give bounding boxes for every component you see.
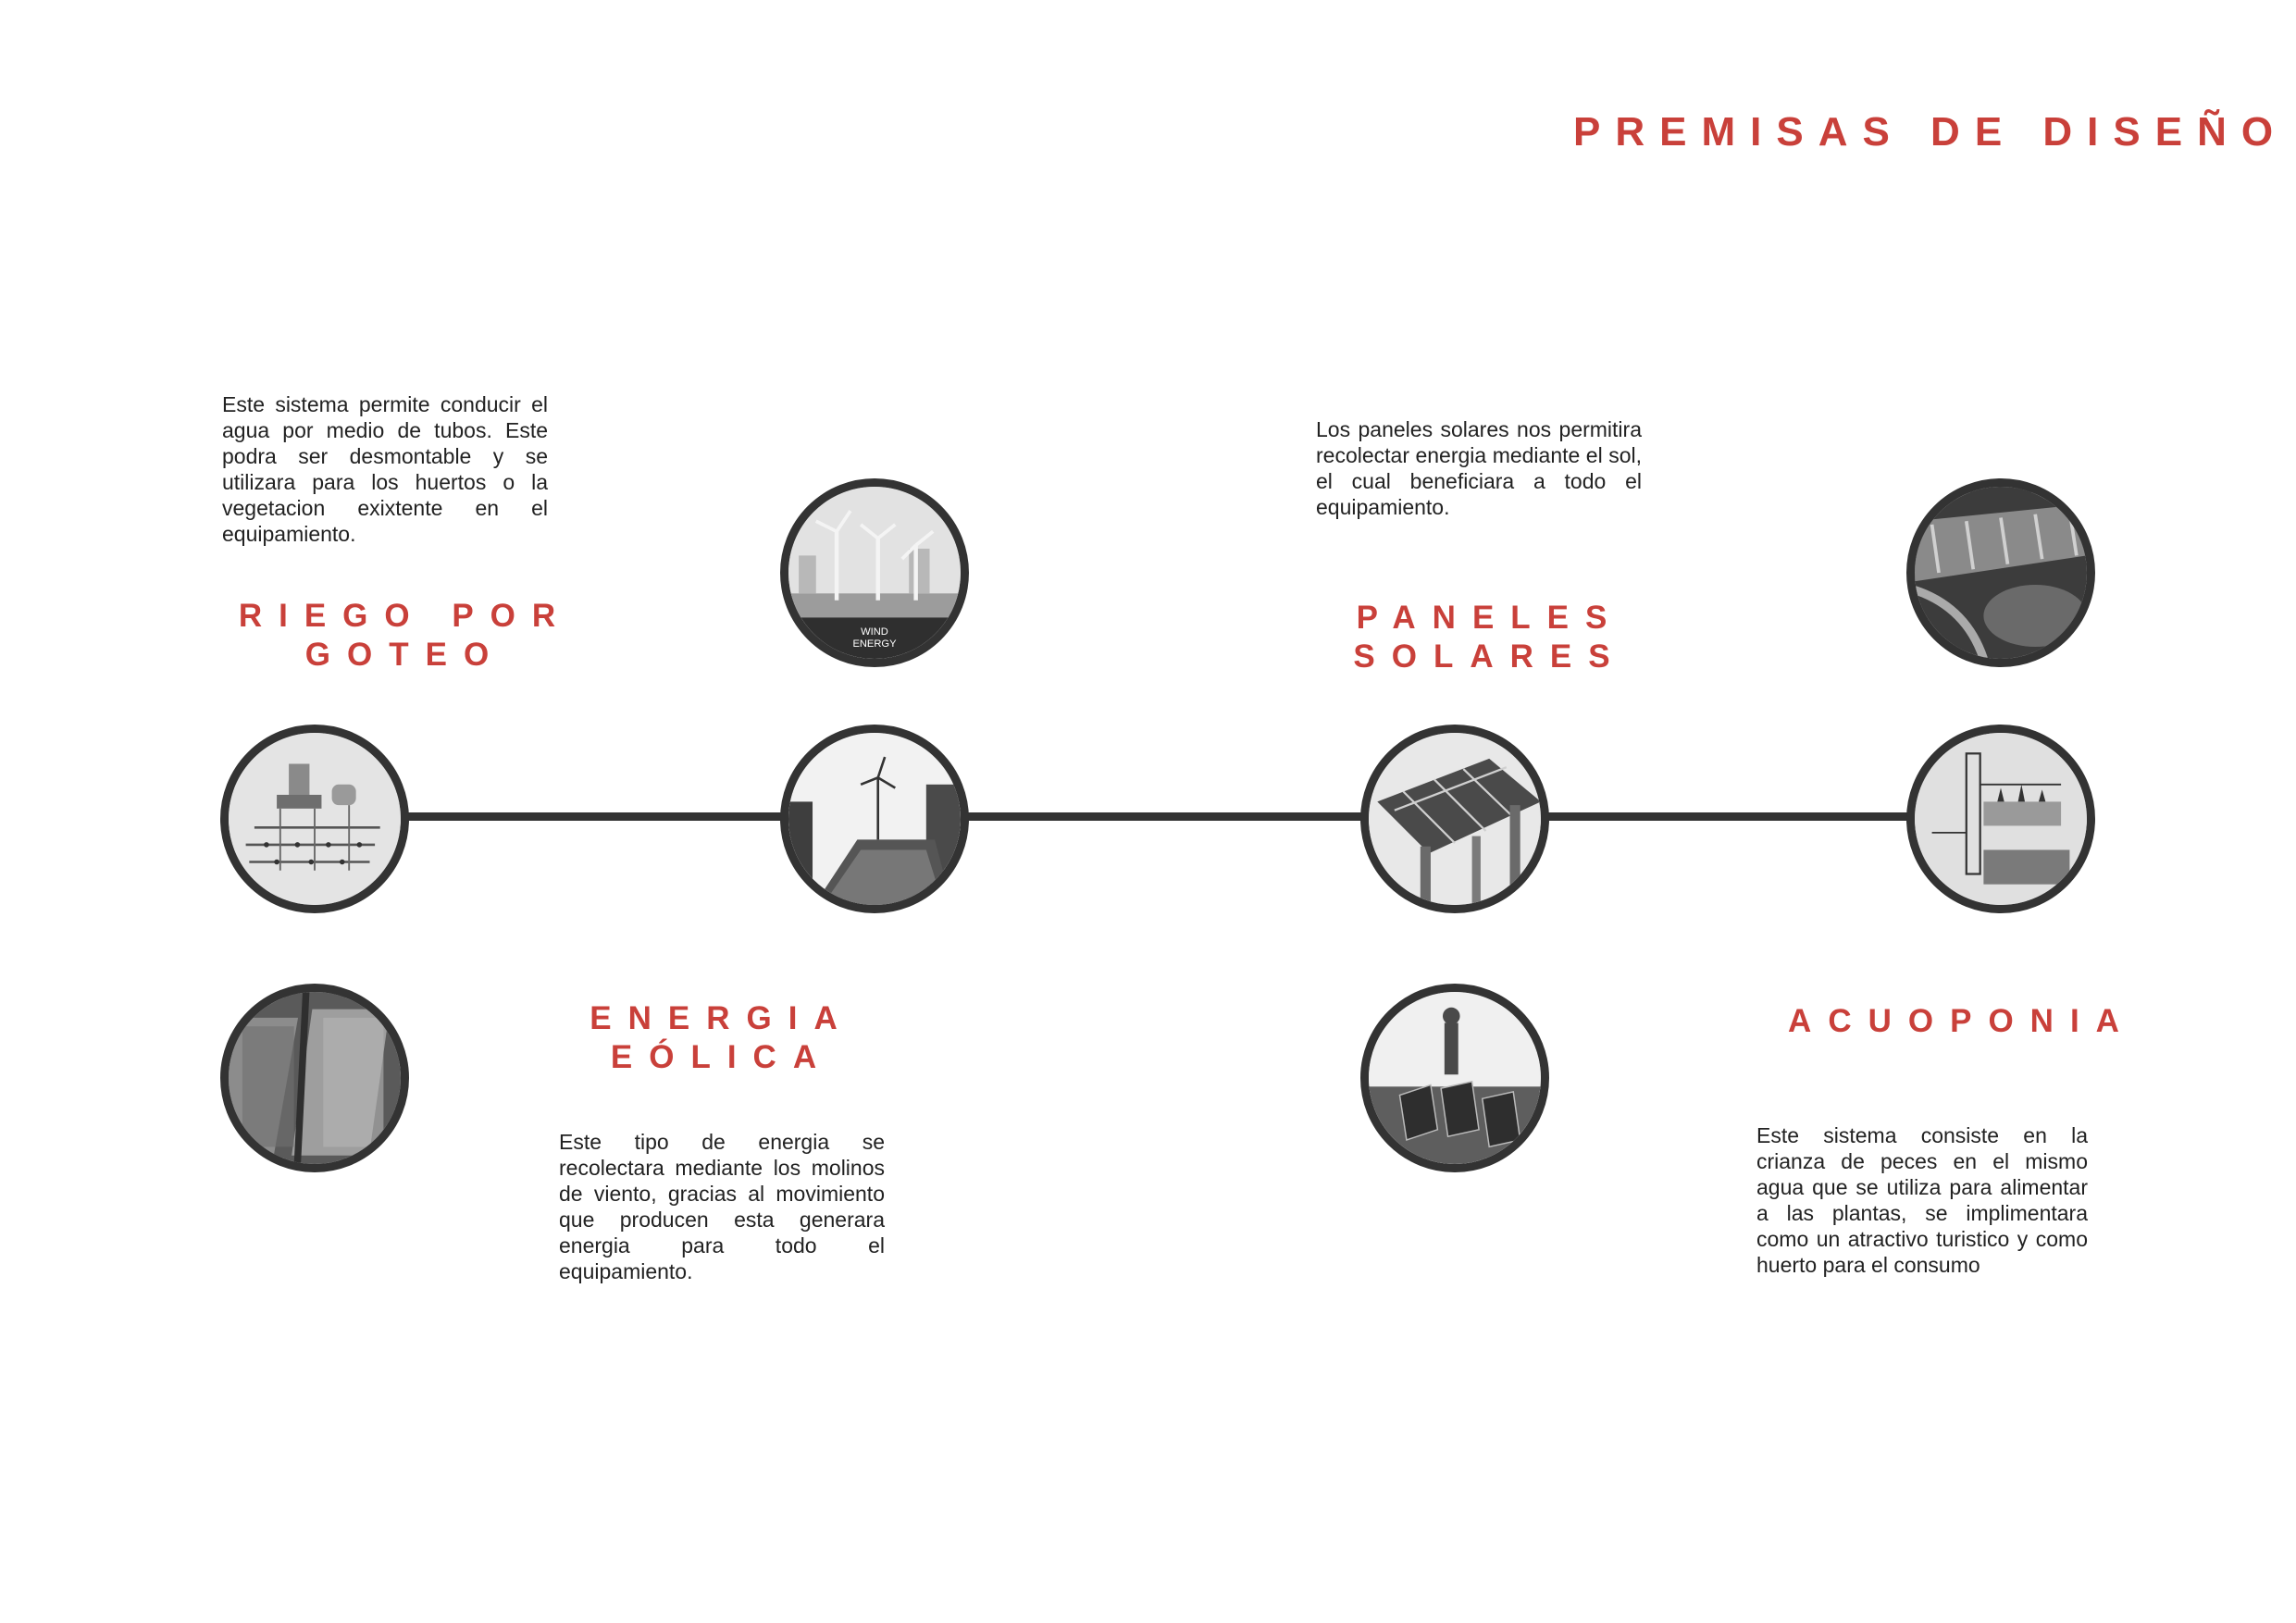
wind-turbines-illustration-icon (788, 487, 961, 659)
aquaponics-tanks-photo-icon (1915, 487, 2087, 659)
eolica-heading (574, 999, 870, 1077)
acuoponia-heading: ACUOPONIA (1788, 1003, 2136, 1039)
aquaponics-diagram-image (1906, 725, 2095, 913)
wind-caption-line1: WIND (861, 626, 888, 638)
wind-energy-illustration-image (780, 478, 969, 667)
solar-panels-field-photo-icon (1369, 992, 1541, 1164)
paneles-heading-line1: PANELES (1356, 600, 1624, 636)
solar-pergola-image (1360, 725, 1549, 913)
rooftop-turbine-image (780, 725, 969, 913)
riego-heading (211, 597, 600, 675)
solar-field-image (1360, 984, 1549, 1172)
riego-heading-line2: GOTEO (304, 637, 506, 673)
page-title: PREMISAS DE DISEÑO (1573, 109, 2289, 155)
timeline-line (315, 812, 2054, 821)
eolica-heading-line2: EÓLICA (610, 1039, 834, 1075)
garden-beds-image (220, 984, 409, 1172)
paneles-heading-line2: SOLARES (1353, 638, 1627, 675)
eolica-description: Este tipo de energia se recolectara mediante los molinos de viento, gracias al movimiento que producen esta generara energia para todo el equipamiento. (559, 1130, 885, 1283)
paneles-heading (1342, 599, 1638, 676)
riego-heading-line1: RIEGO POR (238, 598, 573, 634)
irrigation-diagram-image (220, 725, 409, 913)
eolica-heading-line1: ENERGIA (590, 1000, 854, 1036)
rooftop-wind-turbine-photo-icon (788, 733, 961, 905)
aquaponics-tanks-image (1906, 478, 2095, 667)
acuoponia-description: Este sistema consiste en la crianza de peces en el mismo agua que se utiliza para alimentar a las plantas, se implimentara como un atractivo turistico y como huerto para el consumo (1756, 1123, 2088, 1277)
aquaponics-diagram-icon (1915, 733, 2087, 905)
riego-description: Este sistema permite conducir el agua por medio de tubos. Este podra ser desmontable y se utilizara para los huertos o la vegetacion exixtente en el equipamiento. (222, 392, 548, 546)
wind-caption-line2: ENERGY (852, 638, 897, 650)
garden-beds-photo-icon (229, 992, 401, 1164)
drip-irrigation-diagram-icon (229, 733, 401, 905)
paneles-description: Los paneles solares nos permitira recolectar energia mediante el sol, el cual beneficiara a todo el equipamiento. (1316, 417, 1642, 519)
solar-pergola-photo-icon (1369, 733, 1541, 905)
